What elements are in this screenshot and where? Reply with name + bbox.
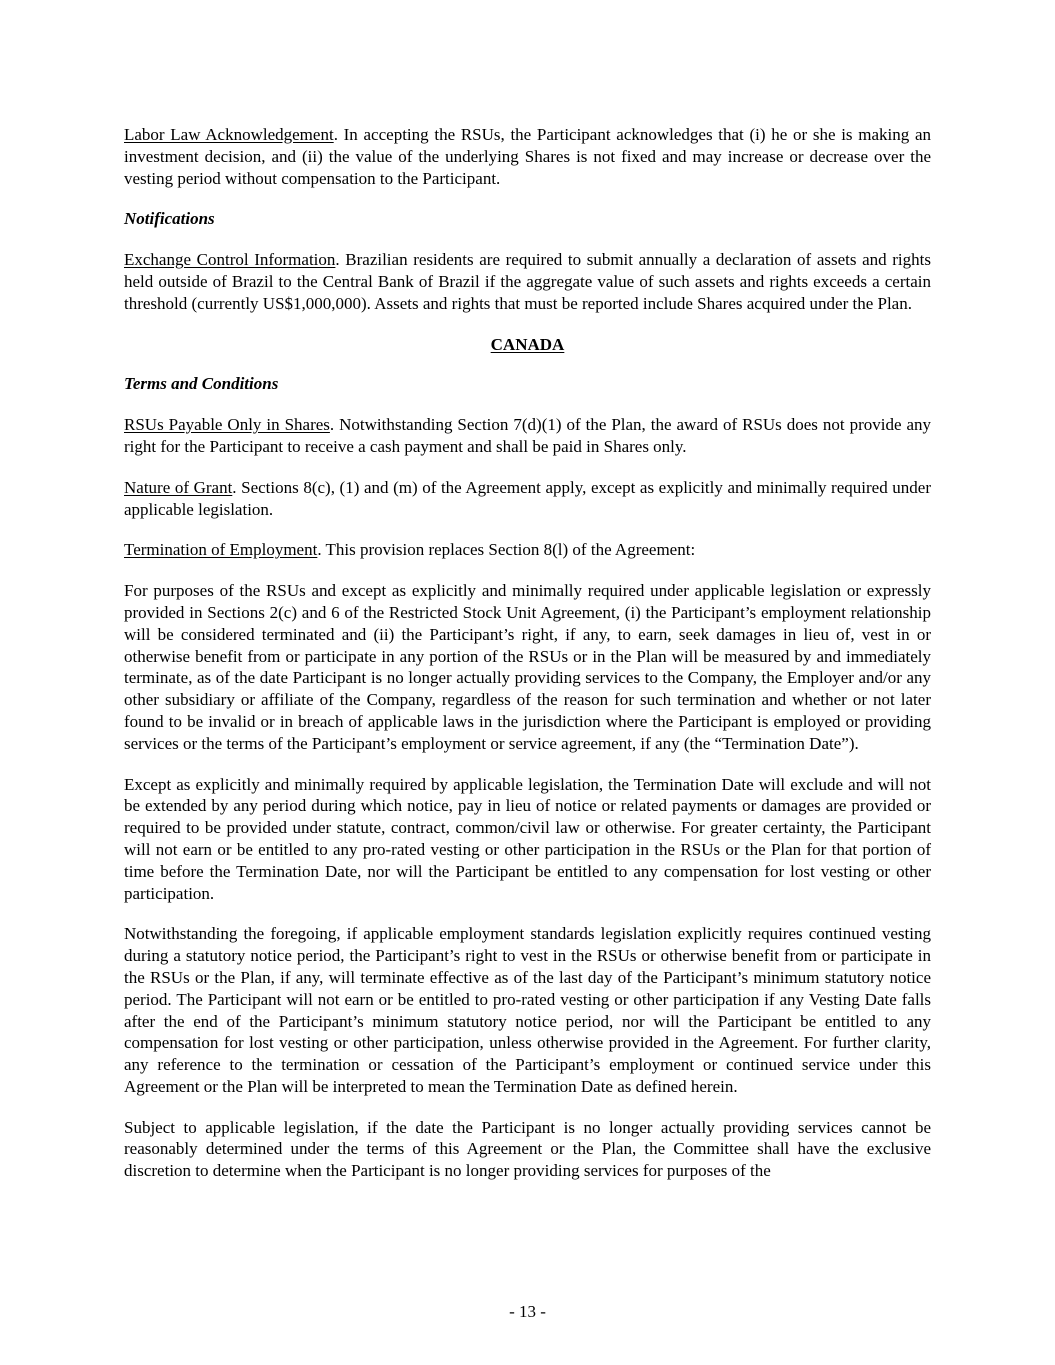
exchange-control-title: Exchange Control Information (124, 250, 336, 270)
terms-heading: Terms and Conditions (124, 374, 279, 394)
exchange-control-paragraph (124, 249, 931, 314)
rsus-payable-paragraph (124, 414, 931, 458)
rsus-payable-title: RSUs Payable Only in Shares (124, 415, 330, 435)
exchange-control-text: . Brazilian residents are required to submit annually a declaration of assets and rights held outside of Brazil to the Central Bank of Brazil if the aggregate value of such assets and rights exceeds a certain threshold (currently US$1,000,000). Assets and rights that must be reported include Shares acquired under the Plan. (124, 250, 931, 313)
termination-paragraph (124, 539, 931, 561)
document-body (124, 124, 931, 1201)
nature-of-grant-title: Nature of Grant (124, 477, 233, 497)
labor-law-title: Labor Law Acknowledgement (124, 125, 334, 144)
termination-title: Termination of Employment (124, 540, 318, 560)
body-paragraph: Except as explicitly and minimally required by applicable legislation, the Termination Date will exclude and will not be extended by any period during which notice, pay in lieu of notice or related payments or damages are provided or required to be provided under statute, contract, common/civil law or otherwise. For greater certainty, the Participant will not earn or be entitled to any pro-rated vesting or other participation in the RSUs or the Plan for that portion of time before the Termination Date, nor will the Participant be entitled to any compensation for lost vesting or other participation. (124, 774, 931, 903)
termination-text: . This provision replaces Section 8(l) of the Agreement: (317, 540, 696, 560)
body-paragraph: Subject to applicable legislation, if the date the Participant is no longer actually providing services cannot be reasonably determined under the terms of this Agreement or the Plan, the Committee shall have the exclusive discretion to determine when the Participant is no longer providing services for purposes of the (124, 1117, 931, 1181)
labor-law-paragraph (124, 124, 931, 189)
labor-law-text: . In accepting the RSUs, the Participant acknowledges that (i) he or she is making an investment decision, and (ii) the value of the underlying Shares is not fixed and may increase or decrease over the vesting period without compensation to the Participant. (124, 125, 931, 188)
notifications-heading: Notifications (124, 209, 215, 229)
rsus-payable-text: . Notwithstanding Section 7(d)(1) of the Plan, the award of RSUs does not provide any right for the Participant to receive a cash payment and shall be paid in Shares only. (124, 415, 932, 456)
country-heading-text: CANADA (490, 334, 565, 354)
body-paragraph: Notwithstanding the foregoing, if applicable employment standards legislation explicitly requires continued vesting during a statutory notice period, the Participant’s right to vest in the RSUs or otherwise benefit from or participate in the RSUs or the Plan, if any, will terminate effective as of the last day of the Participant’s minimum statutory notice period. The Participant will not earn or be entitled to pro-rated vesting or other participation if any Vesting Date falls after the end of the Participant’s minimum statutory notice period, nor will the Participant be entitled to any compensation for lost vesting or other participation, unless otherwise provided in the Agreement. For further clarity, any reference to the termination or cessation of the Participant’s employment or continued service under this Agreement or the Plan will be interpreted to mean the Termination Date as defined herein. (124, 924, 931, 1096)
country-heading (124, 334, 931, 356)
nature-of-grant-paragraph (124, 477, 931, 521)
page-number: - 13 - (509, 1302, 546, 1321)
body-paragraph: For purposes of the RSUs and except as explicitly and minimally required under applicable legislation or expressly provided in Sections 2(c) and 6 of the Restricted Stock Unit Agreement, (i) the Participant’s employment relationship will be considered terminated and (ii) the Participant’s right, if any, to earn, seek damages in lieu of, vest in or otherwise benefit from or participate in any portion of the RSUs or in the Plan will be measured by and immediately terminate, as of the date Participant is no longer actually providing services to the Company, the Employer and/or any other subsidiary or affiliate of the Company, regardless of the reason for such termination and whether or not later found to be invalid or in breach of applicable laws in the jurisdiction where the Participant is employed or providing services or the terms of the Participant’s employment or service agreement, if any (the “Termination Date”). (124, 581, 931, 753)
nature-of-grant-text: . Sections 8(c), (1) and (m) of the Agreement apply, except as explicitly and minimally required under applicable legislation. (124, 477, 931, 519)
